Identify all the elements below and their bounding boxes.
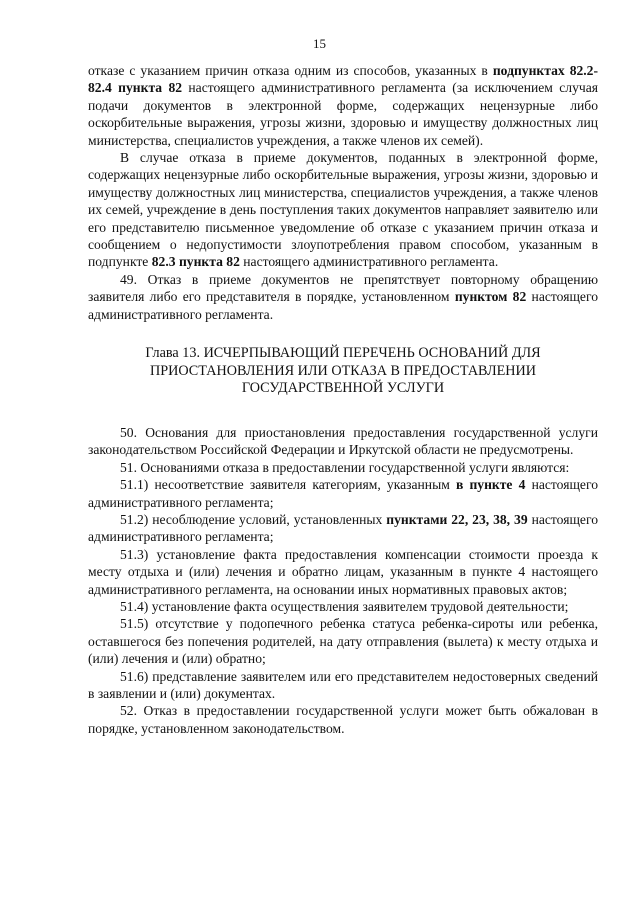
paragraph-51-2 <box>88 511 598 546</box>
chapter-number: Глава 13 <box>145 345 197 362</box>
paragraph-51-3: 51.3) установление факта предоставления компенсации стоимости проезда к месту отдыха и (или) лечения и обратно лицам, указанным в пункте 4 настоящего административного регламента, на основании иных нормативных правовых актов; <box>88 546 598 597</box>
paragraph-51-6: 51.6) представление заявителем или его представителем недостоверных сведений в заявлении и (или) документах. <box>88 668 598 701</box>
text-run: 51.2) несоблюдение условий, установленных <box>120 511 387 527</box>
text-run: 51.1) несоответствие заявителя категориям, указанным <box>120 477 456 493</box>
reference-bold: подпунктах 82.2-82.4 пункта 82 <box>88 63 599 96</box>
reference-bold: 82.3 пункта 82 <box>151 254 240 270</box>
reference-bold: в пункте 4 <box>455 477 526 493</box>
paragraph-50: 50. Основания для приостановления предоставления государственной услуги законодательством Российской Федерации и Иркутской области не предусмотрены. <box>88 424 598 458</box>
paragraph-continuation <box>88 62 598 149</box>
chapter-heading <box>88 345 598 398</box>
document-body <box>88 62 598 737</box>
paragraph-51: 51. Основаниями отказа в предоставлении государственной услуги являются: <box>120 459 570 475</box>
paragraph-electronic-refusal <box>88 149 598 271</box>
text-run: отказе с указанием причин отказа одним из способов, указанных в <box>88 63 493 78</box>
text-run: В случае отказа в приеме документов, поданных в электронной форме, содержащих нецензурные либо оскорбительные выражения, угрозы жизни, здоровью и имуществу должностных лиц министерства, специалистов учреждения, а также членов их семей, учреждение в день поступления таких документов направляет заявителю или его представителю письменное уведомление об отказе с указанием причин отказа и сообщением о недопустимости злоупотребления правом способом, указанным в подпункте <box>88 150 598 270</box>
text-run: настоящего административного регламента (за исключением случая подачи документов в электронной форме, содержащих нецензурные либо оскорбительные выражения, угрозы жизни, здоровью и имуществу должностных лиц министерства, специалистов учреждения, а также членов их семей). <box>88 80 598 148</box>
chapter-title: . ИСЧЕРПЫВАЮЩИЙ ПЕРЕЧЕНЬ ОСНОВАНИЙ ДЛЯ ПРИОСТАНОВЛЕНИЯ ИЛИ ОТКАЗА В ПРЕДОСТАВЛЕНИИ ГОСУДАРСТВЕННОЙ УСЛУГИ <box>149 345 541 397</box>
paragraph-51-4: 51.4) установление факта осуществления заявителем трудовой деятельности; <box>120 598 569 614</box>
text-run: 49. Отказ в приеме документов не препятствует повторному обращению заявителя либо его представителя в порядке, установленном <box>88 271 598 305</box>
text-run: настоящего административного регламента; <box>88 477 598 510</box>
reference-bold: пунктами 22, 23, 38, 39 <box>386 511 528 527</box>
page-number: 15 <box>313 36 326 51</box>
paragraph-49 <box>88 271 598 323</box>
reference-bold: пунктом 82 <box>454 289 527 305</box>
text-run: настоящего административного регламента; <box>88 511 598 545</box>
paragraph-51-1 <box>88 476 598 511</box>
paragraph-52: 52. Отказ в предоставлении государственной услуги может быть обжалован в порядке, установленном законодательством. <box>88 703 598 736</box>
text-run: настоящего административного регламента. <box>239 254 499 270</box>
paragraph-51-5: 51.5) отсутствие у подопечного ребенка статуса ребенка-сироты или ребенка, оставшегося без попечения родителей, на дату отправления (вылета) к месту отдыха и (или) лечения и (или) обратно; <box>88 616 598 667</box>
text-run: настоящего административного регламента. <box>88 289 598 322</box>
